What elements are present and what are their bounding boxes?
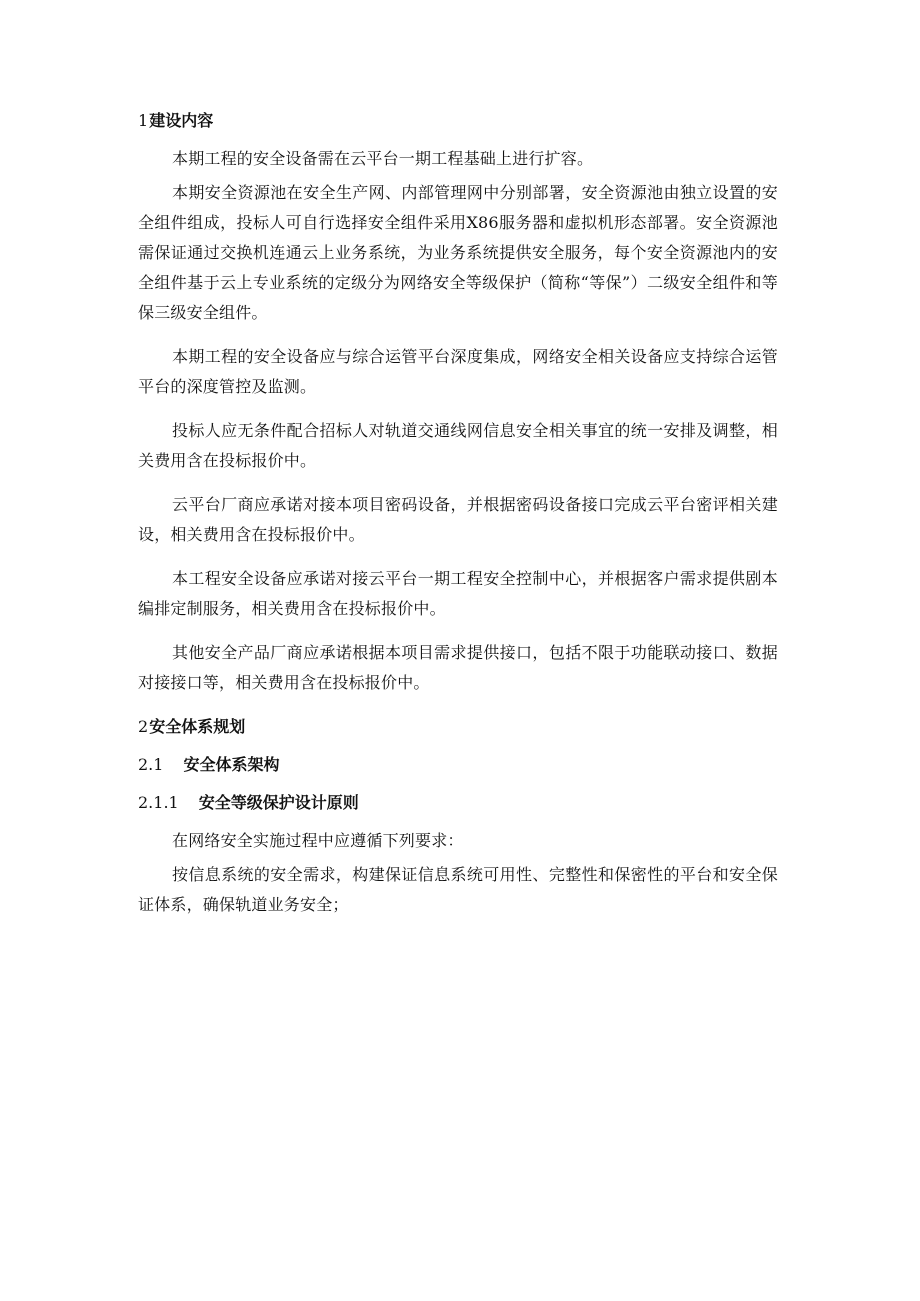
paragraph: 本期工程的安全设备应与综合运管平台深度集成，网络安全相关设备应支持综合运管平台的深度管控及监测。: [138, 347, 778, 396]
section-number: 2.1: [138, 755, 164, 774]
paragraph: 按信息系统的安全需求，构建保证信息系统可用性、完整性和保密性的平台和安全保证体系，确保轨道业务安全；: [138, 865, 778, 914]
paragraph: 其他安全产品厂商应承诺根据本项目需求提供接口，包括不限于功能联动接口、数据对接接口等，相关费用含在投标报价中。: [138, 643, 778, 692]
paragraph: 本期工程的安全设备需在云平台一期工程基础上进行扩容。: [172, 149, 594, 168]
paragraph: 在网络安全实施过程中应遵循下列要求：: [172, 831, 464, 850]
section-title: 安全体系规划: [149, 717, 246, 736]
section-number: 2.1.1: [138, 793, 179, 812]
paragraph: 投标人应无条件配合招标人对轨道交通线网信息安全相关事宜的统一安排及调整，相关费用含在投标报价中。: [138, 421, 778, 470]
document-body: [138, 106, 778, 934]
section-title: 安全体系架构: [183, 755, 280, 774]
section-number: 1: [138, 111, 149, 130]
section-title: 安全等级保护设计原则: [198, 793, 359, 812]
section-2-1-heading: [138, 750, 778, 780]
section-title: 建设内容: [149, 111, 214, 130]
section-1-heading: [138, 106, 778, 136]
section-2-1-1-heading: [138, 788, 778, 818]
paragraph: 本期安全资源池在安全生产网、内部管理网中分别部署，安全资源池由独立设置的安全组件组成，投标人可自行选择安全组件采用X86服务器和虚拟机形态部署。安全资源池需保证通过交换机连通云上业务系统，为业务系统提供安全服务，每个安全资源池内的安全组件基于云上专业系统的定级分为网络安全等级保护（简称“等保”）二级安全组件和等保三级安全组件。: [138, 183, 778, 322]
section-2-heading: [138, 712, 778, 742]
paragraph: 本工程安全设备应承诺对接云平台一期工程安全控制中心，并根据客户需求提供剧本编排定制服务，相关费用含在投标报价中。: [138, 569, 778, 618]
section-number: 2: [138, 717, 149, 736]
paragraph: 云平台厂商应承诺对接本项目密码设备，并根据密码设备接口完成云平台密评相关建设，相关费用含在投标报价中。: [138, 495, 778, 544]
